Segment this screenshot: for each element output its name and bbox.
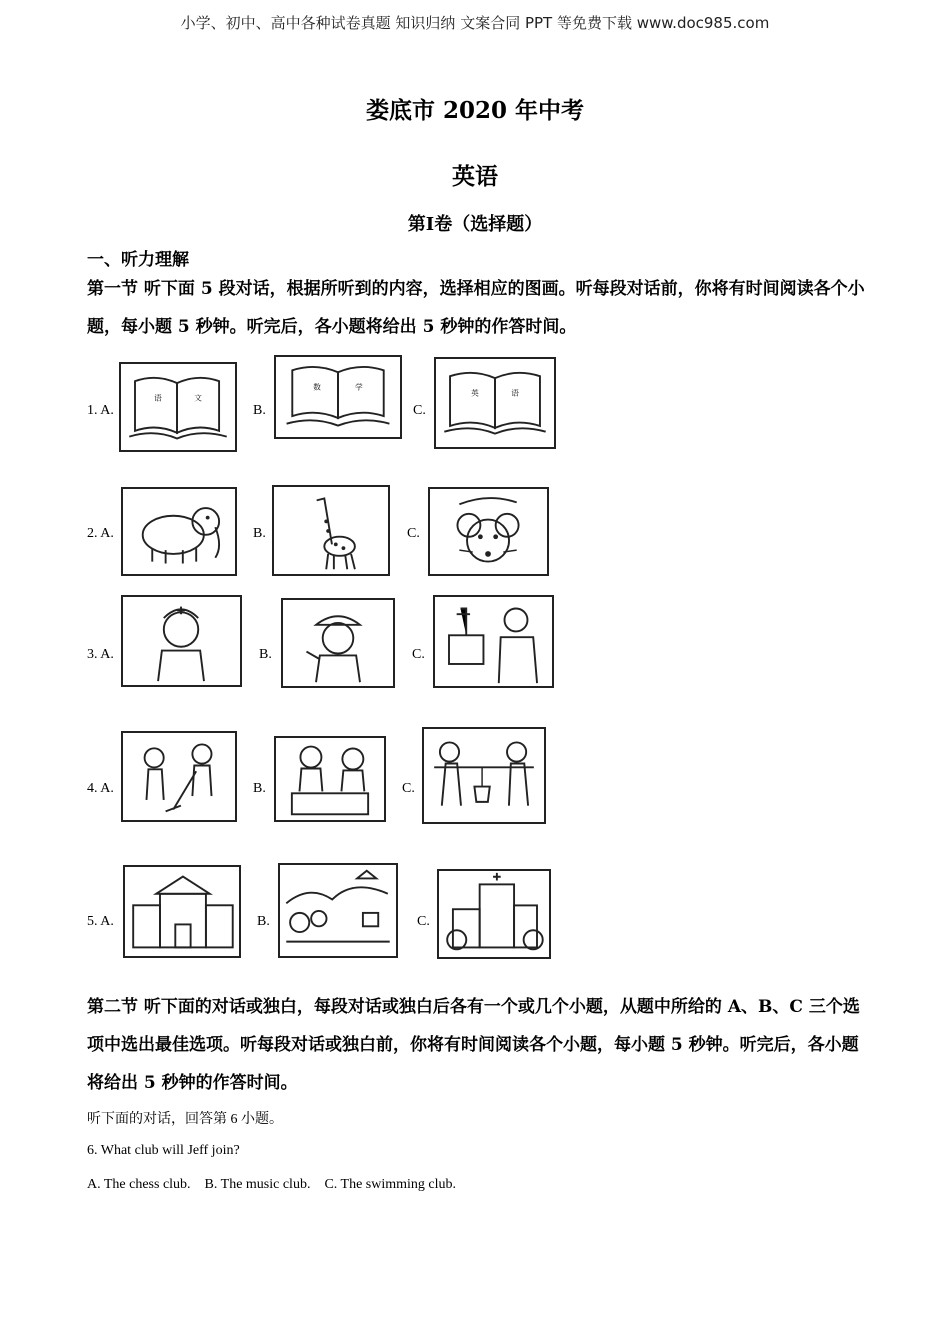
volume-title: 第Ⅰ卷（选择题）: [407, 214, 543, 235]
book-label-2: 文: [194, 393, 202, 403]
q1-option-a-book-image[interactable]: [119, 362, 237, 452]
q3-option-b-policewoman-image[interactable]: [281, 598, 395, 688]
q5-label-b: B.: [257, 914, 270, 929]
book-label-1: 英: [471, 388, 479, 398]
section2-instructions: 第二节 听下面的对话或独白，每段对话或独白后各有一个或几个小题，从题中所给的 A、B、C 三个选项中选出最佳选项。听每段对话或独白前，你将有时间阅读各个小题，每小题 5 秒钟。听完后，各小题将给出 5 秒钟的作答时间。: [87, 997, 860, 1093]
q5-option-a-school-image[interactable]: [123, 865, 241, 958]
book-label-2: 语: [511, 388, 519, 398]
q3-option-c-scientist-image[interactable]: [433, 595, 554, 688]
q2-option-c-mouse-image[interactable]: [428, 487, 549, 576]
book-label-1: 语: [154, 393, 162, 403]
q3-label-c: C.: [412, 647, 425, 662]
q1-label-c: C.: [413, 403, 426, 418]
q2-option-a-elephant-image[interactable]: [121, 487, 237, 576]
q5-label-c: C.: [417, 914, 430, 929]
q4-option-c-carrying-water-image[interactable]: [422, 727, 546, 824]
q5-option-c-hospital-image[interactable]: [437, 869, 551, 959]
q4-label-c: C.: [402, 781, 415, 796]
q6-question: 6. What club will Jeff join?: [87, 1143, 240, 1158]
q2-label-b: B.: [253, 526, 266, 541]
q2-option-b-giraffe-image[interactable]: [272, 485, 390, 576]
book-label-2: 学: [355, 382, 363, 392]
part-heading: 一、听力理解: [87, 250, 189, 270]
q4-label-a: 4. A.: [87, 781, 114, 796]
q3-label-a: 3. A.: [87, 647, 114, 662]
q6-instruction: 听下面的对话，回答第 6 小题。: [87, 1112, 283, 1127]
exam-title: 娄底市 2020 年中考: [365, 97, 585, 124]
subject-title: 英语: [452, 163, 498, 190]
q6-options[interactable]: A. The chess club. B. The music club. C. The swimming club.: [87, 1177, 457, 1192]
q5-label-a: 5. A.: [87, 914, 114, 929]
q3-label-b: B.: [259, 647, 272, 662]
q1-option-b-book-image[interactable]: [274, 355, 402, 439]
site-header: 小学、初中、高中各种试卷真题 知识归纳 文案合同 PPT 等免费下载 www.doc985.com: [180, 14, 770, 32]
q1-label-b: B.: [253, 403, 266, 418]
q1-label-a: 1. A.: [87, 403, 114, 418]
q3-option-a-doctor-image[interactable]: [121, 595, 242, 687]
q2-label-a: 2. A.: [87, 526, 114, 541]
q4-option-b-cooking-image[interactable]: [274, 736, 386, 822]
q1-option-c-book-image[interactable]: [434, 357, 556, 449]
book-label-1: 数: [313, 382, 321, 392]
q4-option-a-sweeping-image[interactable]: [121, 731, 237, 822]
q5-option-b-park-image[interactable]: [278, 863, 398, 958]
section1-instructions: 第一节 听下面 5 段对话，根据所听到的内容，选择相应的图画。听每段对话前，你将有时间阅读各个小题，每小题 5 秒钟。听完后，各小题将给出 5 秒钟的作答时间。: [87, 279, 865, 337]
q2-label-c: C.: [407, 526, 420, 541]
q4-label-b: B.: [253, 781, 266, 796]
